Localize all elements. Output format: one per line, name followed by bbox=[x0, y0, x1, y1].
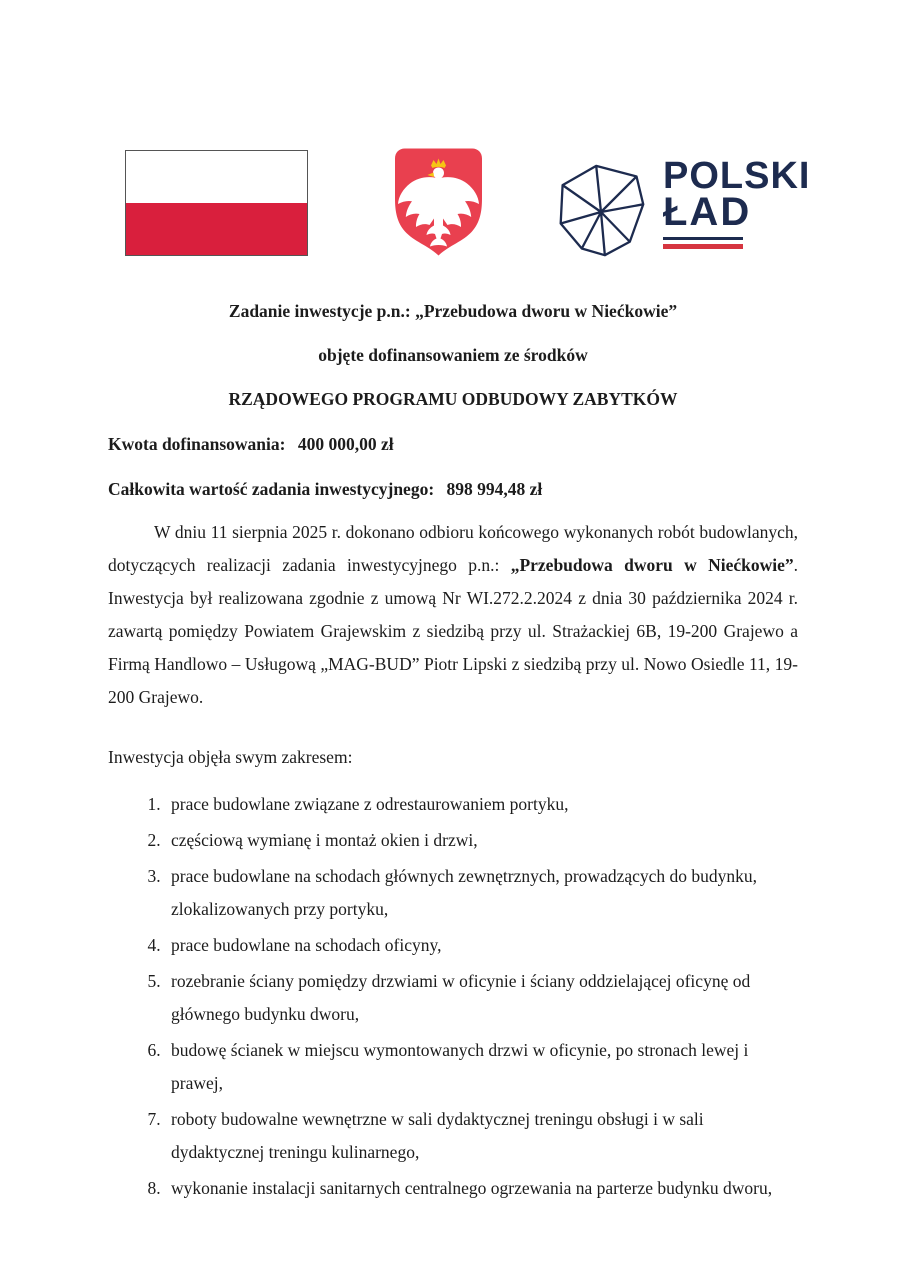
funding-total-label: Całkowita wartość zadania inwestycyjnego: bbox=[108, 479, 435, 499]
wordmark-line-polski: POLSKI bbox=[663, 155, 811, 197]
funding-total-value: 898 994,48 zł bbox=[446, 479, 543, 499]
wordmark-rule-red bbox=[663, 244, 743, 249]
list-item: 5. rozebranie ściany pomiędzy drzwiami w oficynie i ściany oddzielającej oficynę od głównego budynku dworu, bbox=[165, 965, 798, 1031]
polski-lad-wordmark bbox=[663, 155, 811, 249]
funding-amount-value: 400 000,00 zł bbox=[297, 434, 394, 454]
polski-lad-logo bbox=[553, 155, 811, 262]
main-paragraph bbox=[108, 516, 798, 714]
scope-list bbox=[108, 788, 798, 1205]
paragraph-part-1: W dniu 11 sierpnia 2025 r. dokonano odbioru końcowego wykonanych robót budowlanych, dotyczących realizacji zadania inwestycyjnego p.n.: bbox=[108, 522, 798, 575]
funding-amount-label: Kwota dofinansowania: bbox=[108, 434, 286, 454]
flag-white-stripe bbox=[126, 151, 307, 203]
funding-total-line bbox=[108, 478, 798, 500]
title-line-2: objęte dofinansowaniem ze środków bbox=[318, 345, 588, 365]
title-line-1: Zadanie inwestycje p.n.: „Przebudowa dworu w Niećkowie” bbox=[228, 301, 678, 321]
paragraph-bold-title: „Przebudowa dworu w Niećkowie” bbox=[510, 555, 794, 575]
list-item: 4. prace budowlane na schodach oficyny, bbox=[165, 929, 798, 962]
list-item: 1. prace budowlane związane z odrestaurowaniem portyku, bbox=[165, 788, 798, 821]
wordmark-rule-navy bbox=[663, 237, 743, 240]
document-body bbox=[108, 290, 798, 1208]
poland-map-icon bbox=[553, 162, 649, 262]
poland-coat-of-arms-icon bbox=[390, 146, 487, 258]
title-line-3: RZĄDOWEGO PROGRAMU ODBUDOWY ZABYTKÓW bbox=[228, 389, 678, 409]
paragraph-part-2: . Inwestycja był realizowana zgodnie z umową Nr WI.272.2.2024 z dnia 30 października 2024 r. zawartą pomiędzy Powiatem Grajewskim z siedzibą przy ul. Strażackiej 6B, 19-200 Grajewo a Firmą Handlowo – Usługową „MAG-BUD” Piotr Lipski z siedzibą przy ul. Nowo Osiedle 11, 19-200 Grajewo. bbox=[108, 555, 798, 707]
poland-flag-icon bbox=[125, 150, 308, 256]
wordmark-line-lad: ŁAD bbox=[663, 190, 752, 234]
list-item: 2. częściową wymianę i montaż okien i drzwi, bbox=[165, 824, 798, 857]
funding-amount-line bbox=[108, 433, 798, 455]
list-item: 7. roboty budowalne wewnętrzne w sali dydaktycznej treningu obsługi i w sali dydaktycznej treningu kulinarnego, bbox=[165, 1103, 798, 1169]
list-item: 3. prace budowlane na schodach głównych zewnętrznych, prowadzących do budynku, zlokalizowanych przy portyku, bbox=[165, 860, 798, 926]
flag-red-stripe bbox=[126, 203, 307, 255]
scope-intro: Inwestycja objęła swym zakresem: bbox=[108, 747, 353, 767]
logo-header bbox=[0, 0, 904, 280]
list-item: 6. budowę ścianek w miejscu wymontowanych drzwi w oficynie, po stronach lewej i prawej, bbox=[165, 1034, 798, 1100]
list-item: 8. wykonanie instalacji sanitarnych centralnego ogrzewania na parterze budynku dworu, bbox=[165, 1172, 798, 1205]
